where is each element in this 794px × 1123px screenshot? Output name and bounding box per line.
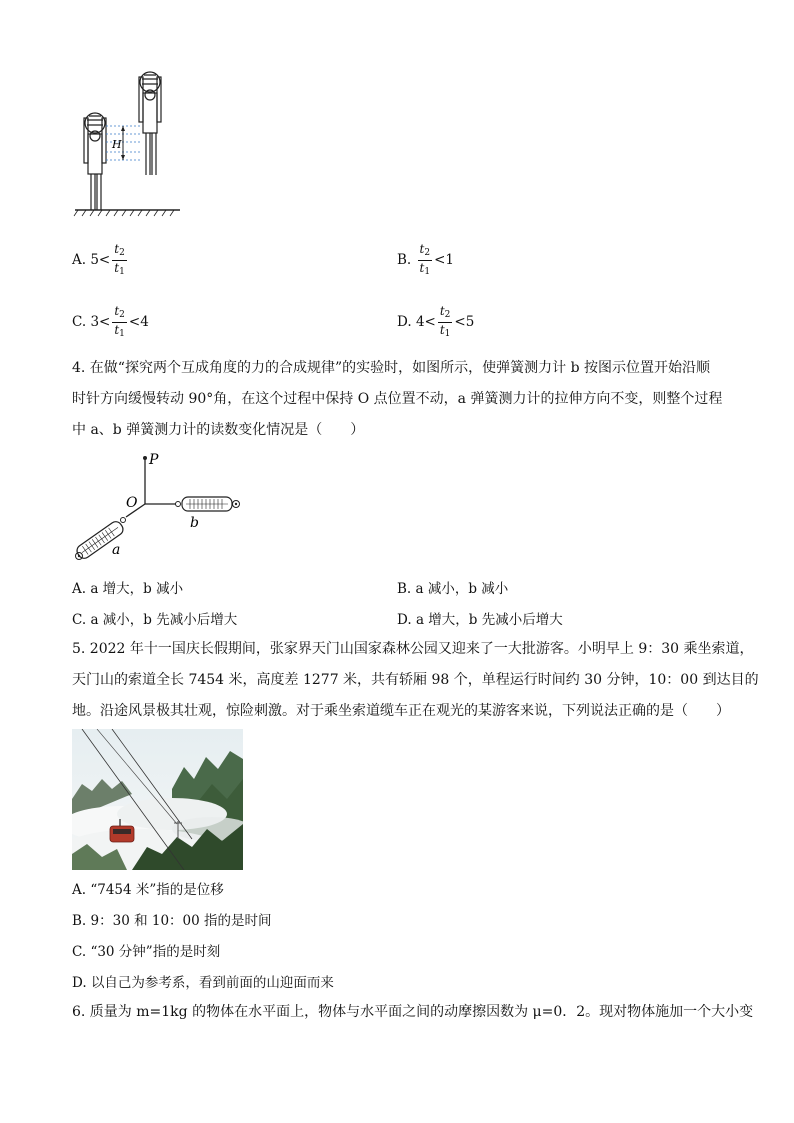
q4-text-line-1: 4. 在做“探究两个互成角度的力的合成规律”的实验时，如图所示，使弹簧测力计 b 按图示位置开始沿顺 <box>72 360 710 376</box>
q4-option-b[interactable]: B. a 减小，b 减小 <box>397 581 509 597</box>
q4-option-d[interactable]: D. a 增大，b 先减小后增大 <box>397 612 563 628</box>
jump-figure <box>70 68 185 218</box>
q5-text-line-3: 地。沿途风景极其壮观，惊险刺激。对于乘坐索道缆车正在观光的某游客来说，下列说法正确的是（ ） <box>72 703 730 719</box>
q5-option-a[interactable]: A. “7454 米”指的是位移 <box>72 882 224 898</box>
q6-text-line-1: 6. 质量为 m=1kg 的物体在水平面上，物体与水平面之间的动摩擦因数为 μ=0．2。现对物体施加一个大小变 <box>72 1004 754 1020</box>
q5-option-d[interactable]: D. 以自己为参考系，看到前面的山迎面而来 <box>72 975 334 991</box>
point-p-label: P <box>149 452 159 468</box>
point-o-label: O <box>126 495 138 511</box>
q4-text-line-3: 中 a、b 弹簧测力计的读数变化情况是（ ） <box>72 422 365 438</box>
balance-a-label: a <box>112 542 121 558</box>
q3-option-d[interactable]: D. 4< $\frac{t_2}{t_1}$ <5 <box>397 304 475 339</box>
height-label: H <box>112 138 122 151</box>
q3-option-b[interactable]: B. $\frac{t_2}{t_1}$ <1 <box>397 242 454 277</box>
q3-option-a[interactable]: A. 5< $\frac{t_2}{t_1}$ <box>72 242 125 277</box>
spring-balance-figure <box>70 447 250 567</box>
q3-option-c[interactable]: C. 3< $\frac{t_2}{t_1}$ <4 <box>72 304 149 339</box>
q5-option-c[interactable]: C. “30 分钟”指的是时刻 <box>72 944 221 960</box>
q4-option-a[interactable]: A. a 增大，b 减小 <box>72 581 184 597</box>
q5-text-line-1: 5. 2022 年十一国庆长假期间，张家界天门山国家森林公园又迎来了一大批游客。小明早上 9：30 乘坐索道， <box>72 641 754 657</box>
q5-text-line-2: 天门山的索道全长 7454 米，高度差 1277 米，共有轿厢 98 个，单程运行时间约 30 分钟，10：00 到达目的 <box>72 672 759 688</box>
cable-car-photo <box>72 729 243 870</box>
balance-b-label: b <box>190 515 199 531</box>
q4-text-line-2: 时针方向缓慢转动 90°角，在这个过程中保持 O 点位置不动，a 弹簧测力计的拉伸方向不变，则整个过程 <box>72 391 723 407</box>
q5-option-b[interactable]: B. 9：30 和 10：00 指的是时间 <box>72 913 272 929</box>
q4-option-c[interactable]: C. a 减小，b 先减小后增大 <box>72 612 238 628</box>
